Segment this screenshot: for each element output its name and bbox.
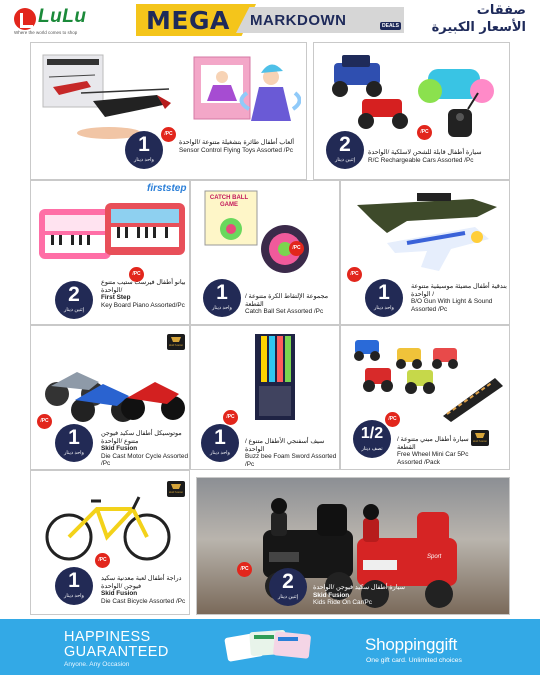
price-currency: إثنين دينار — [63, 307, 85, 313]
product-card-bicycle[interactable] — [30, 470, 190, 615]
first-step-logo: firststep — [147, 183, 187, 194]
product-description — [313, 584, 433, 607]
description-english: Sensor Control Flying Toys Assorted /Pc — [179, 146, 293, 154]
price-circle — [326, 131, 364, 169]
per-piece-badge: /PC — [223, 410, 238, 425]
banner-arabic-line1: صفقات — [476, 3, 526, 18]
car-plate-text: Sport — [427, 554, 442, 560]
product-card-keyboard-piano[interactable] — [30, 180, 190, 325]
description-arabic: دراجة أطفال لعبة معدنية سكيد فيوجن /الواحدة — [101, 575, 182, 590]
price-value: 2 — [282, 570, 294, 593]
description-arabic: سيارة أطفال قابلة للشحن لاسلكية /الواحدة — [368, 149, 482, 156]
description-arabic: بندقية أطفال مضيئة موسيقية متنوعة / الواحدة — [411, 283, 507, 298]
description-brand: First Step — [101, 294, 131, 302]
price-value: 2 — [339, 133, 351, 156]
description-brand: Skid Fusion — [101, 445, 138, 453]
per-piece-badge: /PC — [129, 267, 144, 282]
price-value: 2 — [68, 283, 80, 306]
product-card-rc-cars[interactable] — [313, 42, 510, 180]
description-english: Kids Ride On Car/Pc — [313, 599, 372, 607]
per-piece-badge: /PC — [237, 562, 252, 577]
skid-fusion-logo-text: skid fusion — [168, 343, 184, 347]
description-english: R/C Rechargeable Cars Assorted /Pc — [368, 156, 474, 164]
price-value: 1 — [214, 426, 226, 449]
shoppinggift-footer[interactable] — [0, 619, 540, 675]
description-arabic: بيانو أطفال فيرست ستيب متنوع /الواحدة — [101, 279, 186, 294]
price-circle — [55, 424, 93, 462]
shoppinggift-logo: Shoppinggift — [365, 635, 458, 654]
bo-gun-image — [347, 187, 507, 283]
product-card-foam-sword[interactable] — [190, 325, 340, 470]
per-piece-badge: /PC — [417, 125, 432, 140]
price-currency: واحد دينار — [374, 305, 394, 311]
skid-fusion-logo-text: skid fusion — [168, 490, 184, 494]
product-card-catch-ball[interactable] — [190, 180, 340, 325]
description-english: Free Wheel Mini Car 5Pc Assorted /Pack — [397, 451, 469, 466]
bicycle-image — [41, 487, 177, 563]
catch-ball-box-label: CATCH BALL GAME — [209, 195, 249, 208]
price-value: 1 — [68, 426, 80, 449]
product-description — [101, 430, 189, 468]
product-description — [101, 575, 189, 605]
description-arabic: مجموعة الإلتقاط الكرة متنوعة / القطعة — [245, 293, 328, 308]
description-english: B/O Gun With Light & Sound Assorted /Pc — [411, 298, 493, 313]
rc-cars-image — [322, 51, 506, 143]
description-arabic: ألعاب أطفال طائرة بتشغيلة متنوعة /الواحدة — [179, 139, 295, 146]
per-piece-badge: /PC — [161, 127, 176, 142]
per-piece-badge: /PC — [385, 412, 400, 427]
footer-title-line1: HAPPINESS — [64, 629, 151, 645]
price-currency: واحد دينار — [64, 593, 84, 599]
banner-deals: DEALS — [382, 23, 399, 29]
price-currency: إثنين دينار — [277, 594, 299, 600]
price-currency: واحد دينار — [212, 305, 232, 311]
product-card-flying-toys[interactable] — [30, 42, 307, 180]
description-brand: Skid Fusion — [101, 590, 138, 598]
banner-arabic-line2: الأسعار الكبيرة — [431, 20, 526, 35]
description-arabic: سيارة أطفال سكيد فيوجن /الواحدة — [313, 584, 405, 591]
product-description — [179, 139, 304, 154]
price-value: 1 — [216, 281, 228, 304]
foam-sword-image — [241, 330, 311, 422]
price-currency: إثنين دينار — [334, 157, 356, 163]
price-currency: واحد دينار — [64, 450, 84, 456]
product-description — [245, 293, 339, 316]
lulu-logo[interactable] — [14, 6, 114, 36]
skid-fusion-logo-text: skid fusion — [472, 439, 488, 443]
product-description — [411, 283, 507, 313]
shoppinggift-tagline: One gift card. Unlimited choices — [366, 657, 462, 664]
description-english: Catch Ball Set Assorted /Pc — [245, 308, 324, 316]
lulu-logo-icon — [14, 8, 36, 30]
price-circle — [125, 131, 163, 169]
price-value: 1 — [138, 133, 150, 156]
banner-markdown: MARKDOWN — [250, 12, 347, 29]
product-description — [397, 436, 475, 466]
price-circle — [365, 279, 403, 317]
product-card-mini-car[interactable] — [340, 325, 510, 470]
description-english: Buzz bee Foam Sword Assorted /Pc — [245, 453, 337, 468]
banner-arabic — [406, 2, 526, 36]
motor-cycle-image — [37, 356, 187, 426]
gift-cards-icon — [220, 623, 320, 673]
description-english: Key Board Piano Assorted/Pc — [101, 301, 185, 309]
banner-mega: MEGA — [146, 6, 230, 35]
description-english: Die Cast Bicycle Assorted /Pc — [101, 597, 186, 605]
per-piece-badge: /PC — [289, 241, 304, 256]
product-description — [368, 149, 508, 164]
header — [0, 0, 540, 40]
price-value: 1/2 — [360, 425, 384, 442]
price-currency: نصف دينار — [361, 446, 383, 452]
mini-car-image — [347, 330, 507, 422]
product-card-ride-on-car[interactable] — [196, 477, 510, 615]
description-brand: Skid Fusion — [313, 591, 350, 599]
per-piece-badge: /PC — [95, 553, 110, 568]
description-arabic: موتوسيكل أطفال سكيد فيوجن متنوع /الواحدة — [101, 430, 182, 445]
price-value: 1 — [68, 569, 80, 592]
price-circle — [55, 281, 93, 319]
price-circle — [353, 420, 391, 458]
product-description — [101, 279, 189, 309]
price-circle — [203, 279, 241, 317]
description-english: Die Cast Motor Cycle Assorted /Pc — [101, 452, 189, 468]
keyboard-piano-image — [37, 199, 187, 269]
footer-subtitle: Anyone. Any Occasion — [64, 661, 130, 668]
mega-markdown-banner — [136, 4, 404, 36]
product-card-motor-cycle[interactable] — [30, 325, 190, 470]
description-arabic: سيارة أطفال ميني متنوعة /القطعة — [397, 436, 469, 451]
price-value: 1 — [378, 281, 390, 304]
logo-text: LuLu — [38, 6, 87, 27]
logo-tagline: Where the world comes to shop — [14, 30, 78, 35]
price-circle — [55, 567, 93, 605]
description-arabic: سيف أسفنجي الأطفال متنوع /الواحدة — [245, 438, 325, 453]
price-currency: واحد دينار — [210, 450, 230, 456]
price-circle — [201, 424, 239, 462]
footer-title-line2: GUARANTEED — [64, 644, 169, 660]
price-circle — [269, 568, 307, 606]
per-piece-badge: /PC — [347, 267, 362, 282]
product-card-bo-gun[interactable] — [340, 180, 510, 325]
price-currency: واحد دينار — [134, 157, 154, 163]
per-piece-badge: /PC — [37, 414, 52, 429]
product-description — [245, 438, 339, 468]
skid-fusion-logo — [167, 334, 185, 350]
